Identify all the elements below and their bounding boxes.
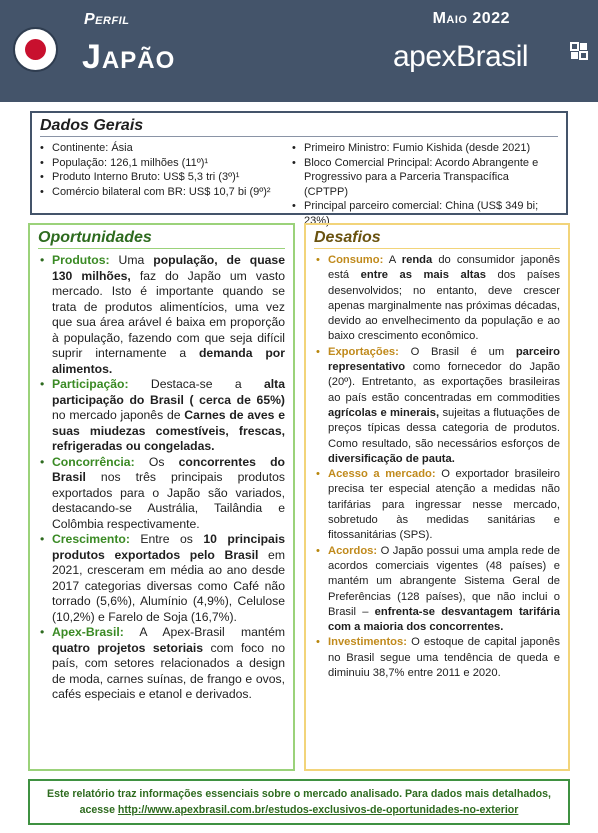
item-bold: enfrenta-se desvantagem tarifária com a maioria dos concorrentes. — [328, 605, 560, 634]
item-text: como fornecedor do Japão (20º). Entretanto, as exportações brasileiras ao país estão concentradas em commodities — [328, 361, 560, 404]
footer-link-line — [30, 802, 568, 818]
item-text: Entre os — [129, 532, 204, 546]
desafios-list — [314, 253, 560, 681]
item-text: A — [383, 254, 402, 266]
list-item: • Continente: Ásia — [40, 141, 292, 156]
list-item — [38, 455, 285, 533]
item-text: do consumidor japonês está — [328, 254, 560, 282]
item-label: Investimentos: — [328, 636, 407, 649]
brand-logo-text: apexBrasil — [393, 40, 529, 73]
item-label: Produtos: — [52, 253, 110, 267]
item-bold: 10 principais produtos exportados pelo Brasil — [52, 532, 285, 562]
item-label: Apex-Brasil: — [52, 625, 124, 639]
perfil-label: Perfil — [84, 11, 130, 28]
footer-line: Este relatório traz informações essenciais sobre o mercado analisado. Para dados mais detalhados, — [47, 788, 551, 800]
item-text: dos países desenvolvidos; no entanto, deve crescer apenas marginalmente nas próximas décadas, devido ao envelhecimento da população e ao baixo crescimento econômico. — [328, 269, 560, 343]
item-bold: parceiro representativo — [328, 345, 560, 374]
item-bold: demanda por alimentos. — [52, 346, 285, 376]
item-text: O exportador brasileiro precisa ter especial atenção a medidas não tarifárias para ingressar nesse mercado, sobretudo às medidas sanitárias e fitossanitárias (SPS). — [328, 468, 560, 542]
list-item — [38, 377, 285, 455]
desafios-box — [304, 223, 570, 771]
list-item — [38, 625, 285, 703]
country-title: Japão — [82, 38, 176, 76]
item-text: faz do Japão um vasto mercado. Isto é importante quando se trata de produtos alimentícios, uma vez que sua área arável é baixa em proporção à população, fazendo com que seja difícil suprir internamente a — [52, 268, 285, 360]
dados-gerais-box — [30, 111, 568, 227]
item-bold: Carnes de aves e suas miudezas comestíveis, frescas, refrigeradas ou congeladas. — [52, 408, 285, 453]
item-bold: alta participação do Brasil ( cerca de 65%) — [52, 377, 285, 407]
item-text: com foco no país, com setores relacionados a design de moda, carnes suínas, de frango e ovos, cafés especiais e etanol e derivados. — [52, 640, 285, 701]
item-text: Destaca-se a — [128, 377, 264, 391]
item-text: Os — [134, 454, 179, 469]
item-label: Acesso a mercado: — [328, 468, 436, 481]
item-label: Acordos: — [328, 544, 378, 557]
item-label: Crescimento: — [52, 532, 130, 546]
item-text: nos três principais produtos exportados para o Japão são variados, destacando-se Austrália, Tailândia e Colômbia respectivamente. — [52, 470, 285, 531]
item-text: sujeitas a flutuações de preços típicas dessa categoria de produtos. Como resultado, são necessários esforços de — [328, 406, 560, 450]
flag-sun — [25, 39, 46, 60]
desafios-title: Desafios — [314, 229, 560, 249]
item-bold: quatro projetos setoriais — [52, 640, 204, 655]
item-bold: entre as mais altas — [360, 269, 486, 282]
item-text: Uma — [109, 253, 154, 267]
item-bold: diversificação de pauta. — [328, 452, 455, 465]
header-banner — [0, 0, 598, 102]
item-label: Exportações: — [328, 345, 399, 358]
item-bold: concorrentes do Brasil — [52, 454, 285, 484]
footer-link[interactable]: http://www.apexbrasil.com.br/estudos-exclusivos-de-oportunidades-no-exterior — [117, 804, 519, 816]
item-text: no mercado japonês de — [52, 408, 185, 422]
list-item — [314, 345, 560, 467]
list-item: • Comércio bilateral com BR: US$ 10,7 bi (9º)² — [40, 185, 292, 200]
dados-right-list — [292, 141, 554, 228]
list-item — [38, 532, 285, 625]
list-item — [314, 467, 560, 543]
list-item — [314, 544, 560, 636]
list-item: • Primeiro Ministro: Fumio Kishida (desde 2021) — [292, 141, 554, 156]
list-item — [38, 253, 285, 377]
dados-gerais-title: Dados Gerais — [40, 117, 558, 137]
japan-flag-icon — [13, 27, 58, 72]
item-text: O Brasil é um — [398, 345, 516, 358]
item-text: O estoque de capital japonês no Brasil segue uma tendência de queda e diminuiu 38,7% entre 2011 e 2020. — [328, 636, 560, 680]
item-bold: renda — [401, 254, 433, 266]
oportunidades-title: Oportunidades — [38, 229, 285, 249]
list-item — [314, 635, 560, 681]
item-text: em 2021, cresceram em média ao ano desde 2017 categorias diversas como Café não torrado (5,6%), Alumínio (4,9%), Celulose (10,2%) e Farelo de Soja (16,7%). — [52, 547, 285, 624]
dados-left-list — [40, 141, 292, 228]
item-label: Participação: — [52, 377, 129, 391]
footer-prefix: acesse — [79, 804, 118, 816]
item-label: Concorrência: — [52, 454, 135, 469]
footer-note — [28, 779, 570, 825]
oportunidades-box — [28, 223, 295, 771]
report-date: Maio 2022 — [432, 10, 510, 27]
item-bold: população, de quase 130 milhões, — [52, 253, 285, 283]
item-text: O Japão possui uma ampla rede de acordos comerciais vigentes (48 países) e mantém um abrangente Sistema Geral de Preferências (128 países), que não inclui o Brasil – — [328, 544, 560, 618]
list-item: • Produto Interno Bruto: US$ 5,3 tri (3º)¹ — [40, 170, 292, 185]
brand-logo-icon — [570, 42, 588, 60]
item-label: Consumo: — [328, 254, 384, 266]
list-item: • Bloco Comercial Principal: Acordo Abrangente e Progressivo para a Parceria Transpacífica (CPTPP) — [292, 156, 554, 200]
list-item: • Principal parceiro comercial: China (US$ 349 bi; 23%) — [292, 199, 554, 228]
oportunidades-list — [38, 253, 285, 703]
list-item — [314, 253, 560, 345]
item-bold: agrícolas e minerais, — [328, 406, 440, 419]
list-item: • População: 126,1 milhões (11º)¹ — [40, 156, 292, 171]
item-text: A Apex-Brasil mantém — [123, 625, 285, 639]
